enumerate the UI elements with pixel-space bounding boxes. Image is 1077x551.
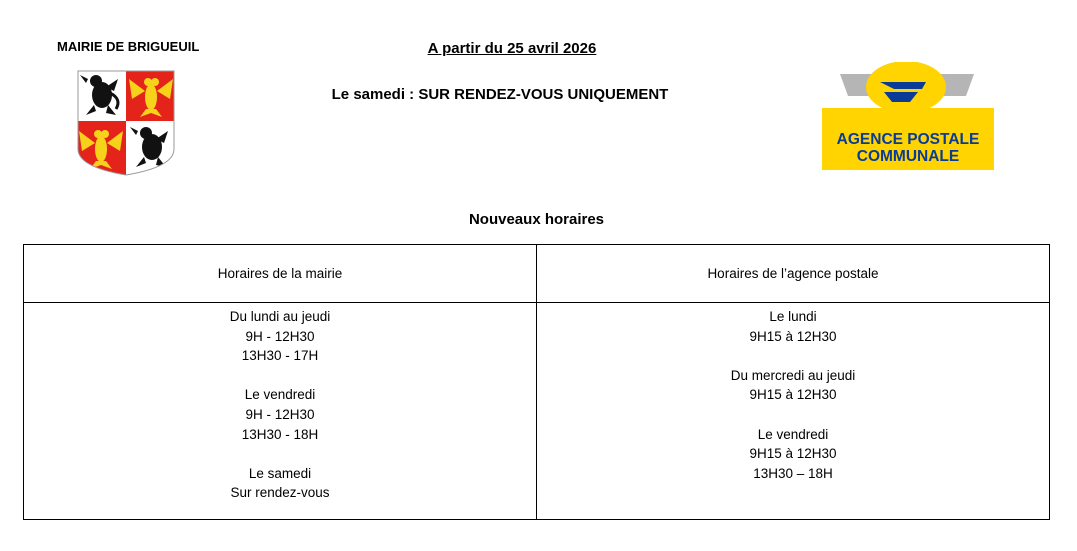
effective-date-headline: A partir du 25 avril 2026 <box>427 40 597 57</box>
mairie-hours-cell <box>24 303 537 520</box>
poste-monday-label: Le lundi <box>769 309 817 324</box>
mairie-saturday-note: Sur rendez-vous <box>230 485 330 501</box>
poste-wed-thu-label: Du mercredi au jeudi <box>730 367 856 383</box>
poste-friday-morning: 9H15 à 12H30 <box>749 446 837 462</box>
mairie-friday-morning: 9H - 12H30 <box>245 406 315 422</box>
mairie-weekdays-afternoon: 13H30 - 17H <box>241 348 319 364</box>
column-header-poste: Horaires de l’agence postale <box>537 245 1050 303</box>
mairie-weekdays-label: Du lundi au jeudi <box>229 309 331 324</box>
mairie-friday-label: Le vendredi <box>244 387 316 403</box>
table-row <box>24 303 1050 520</box>
logo-text-line1: AGENCE POSTALE <box>836 131 980 148</box>
mairie-friday-afternoon: 13H30 - 18H <box>241 426 319 442</box>
mairie-name: MAIRIE DE BRIGUEUIL <box>57 39 200 54</box>
logo-text-line2: COMMUNALE <box>856 148 960 165</box>
column-header-mairie: Horaires de la mairie <box>24 245 537 303</box>
poste-wed-thu-morning: 9H15 à 12H30 <box>749 387 837 403</box>
agence-postale-logo <box>822 62 994 172</box>
poste-friday-label: Le vendredi <box>757 426 829 442</box>
poste-monday-morning: 9H15 à 12H30 <box>749 328 837 344</box>
table-header-row <box>24 245 1050 303</box>
poste-friday-afternoon: 13H30 – 18H <box>753 465 833 481</box>
poste-hours-cell <box>537 303 1050 520</box>
section-title: Nouveaux horaires <box>468 211 605 228</box>
schedule-table <box>23 244 1050 520</box>
mairie-weekdays-morning: 9H - 12H30 <box>245 328 315 344</box>
saturday-notice: Le samedi : SUR RENDEZ-VOUS UNIQUEMENT <box>331 86 669 103</box>
mairie-saturday-label: Le samedi <box>248 465 312 481</box>
